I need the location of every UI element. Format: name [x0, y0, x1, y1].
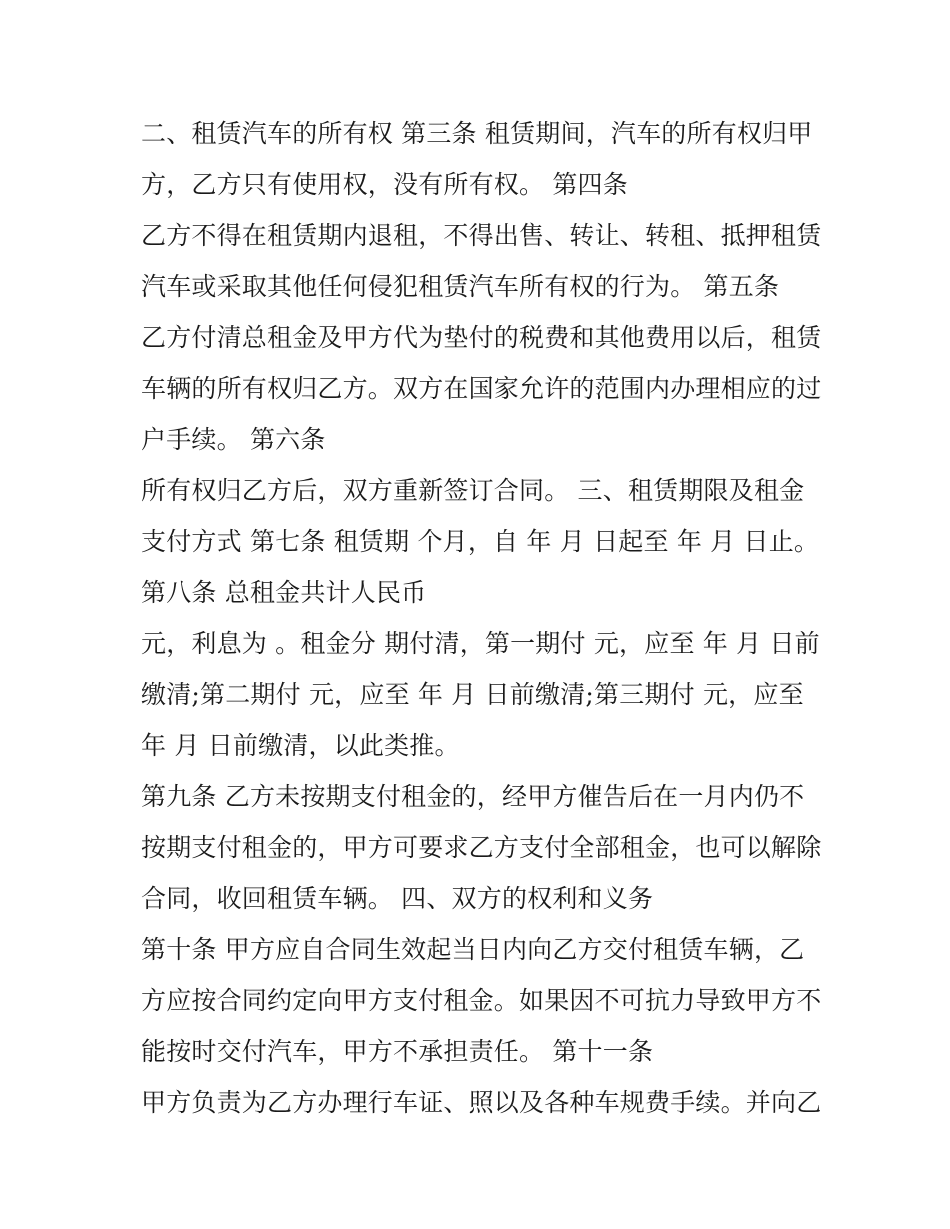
text-line: 二、租赁汽车的所有权 第三条 租赁期间，汽车的所有权归甲: [141, 119, 813, 148]
text-line: 第八条 总租金共计人民币: [141, 578, 427, 607]
document-body: [141, 108, 821, 1128]
text-line: 所有权归乙方后，双方重新签订合同。 三、租赁期限及租金: [141, 476, 805, 505]
text-line: 能按时交付汽车，甲方不承担责任。 第十一条: [141, 1037, 654, 1066]
text-line: 乙方不得在租赁期内退租，不得出售、转让、转租、抵押租赁: [141, 221, 822, 250]
text-line: 支付方式 第七条 租赁期 个月，自 年 月 日起至 年 月 日止。: [141, 527, 820, 556]
text-line: 按期支付租金的，甲方可要求乙方支付全部租金，也可以解除: [141, 833, 822, 862]
text-line: 乙方付清总租金及甲方代为垫付的税费和其他费用以后，租赁: [141, 323, 822, 352]
text-line: 户手续。 第六条: [141, 425, 326, 454]
text-line: 合同，收回租赁车辆。 四、双方的权利和义务: [141, 884, 654, 913]
text-line: 车辆的所有权归乙方。双方在国家允许的范围内办理相应的过: [141, 374, 822, 403]
text-line: 甲方负责为乙方办理行车证、照以及各种车规费手续。并向乙: [141, 1088, 822, 1117]
text-line: 元，利息为 。租金分 期付清，第一期付 元，应至 年 月 日前: [141, 629, 820, 658]
text-line: 缴清;第二期付 元，应至 年 月 日前缴清;第三期付 元，应至: [141, 680, 804, 709]
text-line: 方应按合同约定向甲方支付租金。如果因不可抗力导致甲方不: [141, 986, 822, 1015]
text-line: 汽车或采取其他任何侵犯租赁汽车所有权的行为。 第五条: [141, 272, 780, 301]
text-line: 第九条 乙方未按期支付租金的，经甲方催告后在一月内仍不: [141, 782, 805, 811]
text-line: 年 月 日前缴清，以此类推。: [141, 731, 460, 760]
text-line: 方，乙方只有使用权，没有所有权。 第四条: [141, 170, 628, 199]
text-line: 第十条 甲方应自合同生效起当日内向乙方交付租赁车辆，乙: [141, 935, 805, 964]
